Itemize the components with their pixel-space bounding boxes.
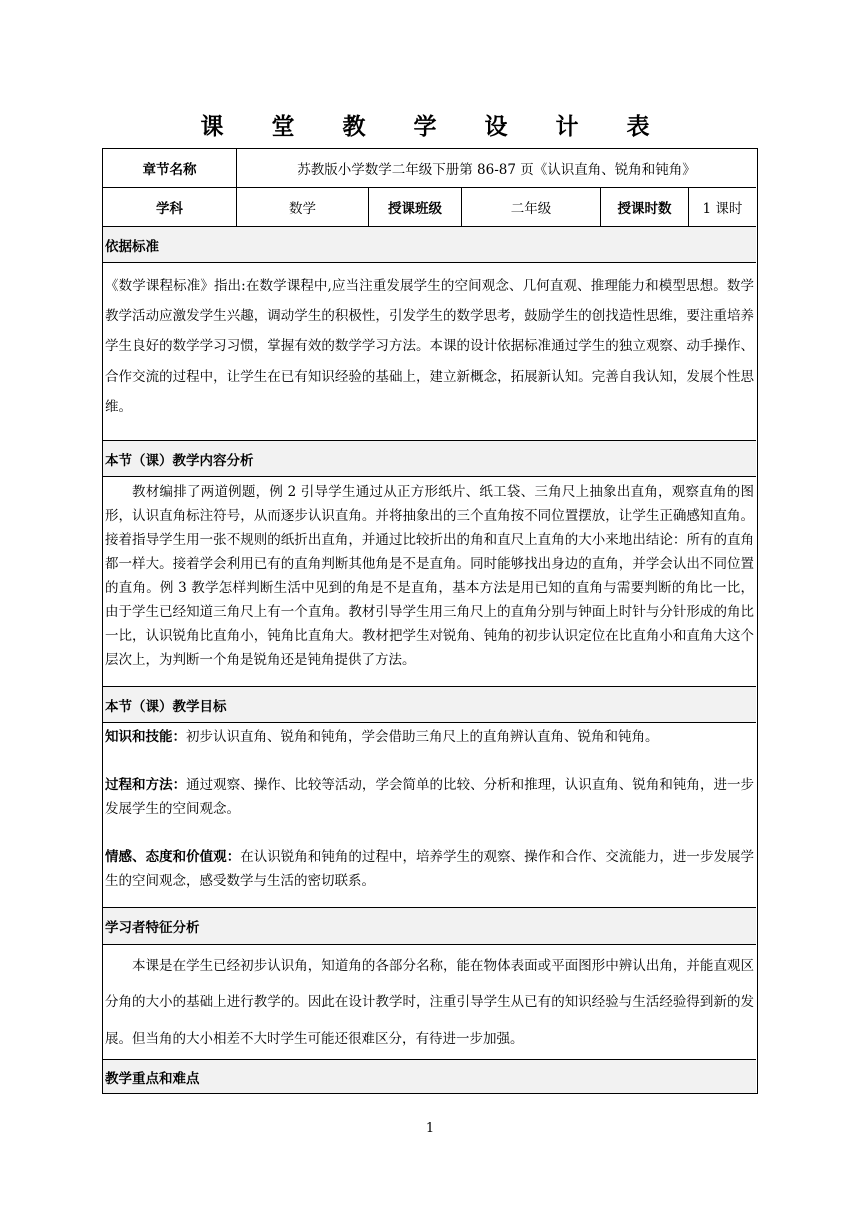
hours-value: 1 课时 bbox=[688, 188, 756, 226]
course-info-row bbox=[103, 187, 756, 226]
chapter-row bbox=[103, 149, 756, 187]
content-analysis-heading: 本节（课）教学内容分析 bbox=[103, 440, 756, 476]
keypoints-heading: 教学重点和难点 bbox=[103, 1059, 756, 1093]
content-analysis-text: 教材编排了两道例题，例 2 引导学生通过从正方形纸片、纸工袋、三角尺上抽象出直角，观察直角的图形，认识直角标注符号，从而逐步认识直角。并将抽象出的三个直角按不同位置摆放，让学生正确感知直角。接着指导学生用一张不规则的纸折出直角，并通过比较折出的角和直尺上直角的大小来地出结论：所有的直角都一样大。接着学会利用已有的直角判断其他角是不是直角。同时能够找出身边的直角，并学会认出不同位置的直角。例 3 教学怎样判断生活中见到的角是不是直角，基本方法是用已知的直角与需要判断的角比一比，由于学生已经知道三角尺上有一个直角。教材引导学生用三角尺上的直角分别与钟面上时针与分针形成的角比一比，认识锐角比直角小，钝角比直角大。教材把学生对锐角、钝角的初步认识定位在比直角小和直角大这个层次上，为判断一个角是锐角还是钝角提供了方法。 bbox=[103, 476, 756, 686]
learners-heading: 学习者特征分析 bbox=[103, 907, 756, 944]
standard-text: 《数学课程标准》指出:在数学课程中,应当注重发展学生的空间观念、几何直观、推理能力和模型思想。数学教学活动应激发学生兴趣，调动学生的积极性，引发学生的数学思考，鼓励学生的创找造性思维，要注重培养学生良好的数学学习习惯，掌握有效的数学学习方法。本课的设计依据标准通过学生的独立观察、动手操作、合作交流的过程中，让学生在已有知识经验的基础上，建立新概念，拓展新认知。完善自我认知，发展个性思维。 bbox=[103, 262, 756, 440]
goal-process-label: 过程和方法： bbox=[105, 777, 187, 793]
class-value: 二年级 bbox=[461, 188, 600, 226]
goal-attitude-text: 在认识锐角和钝角的过程中，培养学生的观察、操作和合作、交流能力，进一步发展学生的空间观念，感受数学与生活的密切联系。 bbox=[105, 849, 755, 889]
goals-body bbox=[103, 722, 756, 907]
goal-process-text: 通过观察、操作、比较等活动，学会简单的比较、分析和推理，认识直角、锐角和钝角，进一步发展学生的空间观念。 bbox=[105, 777, 755, 817]
goal-knowledge-label: 知识和技能： bbox=[105, 729, 186, 745]
goal-process bbox=[105, 773, 754, 821]
standard-heading: 依据标准 bbox=[103, 226, 756, 262]
goals-heading: 本节（课）教学目标 bbox=[103, 686, 756, 722]
learners-text: 本课是在学生已经初步认识角，知道角的各部分名称，能在物体表面或平面图形中辨认出角，并能直观区分角的大小的基础上进行教学的。因此在设计教学时，注重引导学生从已有的知识经验与生活经验得到新的发展。但当角的大小相差不大时学生可能还很难区分，有待进一步加强。 bbox=[103, 944, 756, 1059]
goal-attitude bbox=[105, 845, 754, 893]
subject-value: 数学 bbox=[236, 188, 368, 226]
class-label: 授课班级 bbox=[368, 188, 461, 226]
chapter-value: 苏教版小学数学二年级下册第 86-87 页《认识直角、锐角和钝角》 bbox=[236, 149, 756, 187]
chapter-label: 章节名称 bbox=[142, 162, 197, 178]
goal-attitude-label: 情感、态度和价值观： bbox=[105, 849, 241, 865]
page-number: 1 bbox=[425, 1121, 435, 1136]
goal-knowledge-text: 初步认识直角、锐角和钝角，学会借助三角尺上的直角辨认直角、锐角和钝角。 bbox=[186, 729, 659, 745]
lesson-design-table bbox=[102, 148, 758, 1094]
page-title: 课 堂 教 学 设 计 表 bbox=[200, 114, 670, 140]
hours-label: 授课时数 bbox=[600, 188, 688, 226]
subject-label: 学科 bbox=[156, 201, 183, 217]
goal-knowledge bbox=[105, 725, 754, 749]
